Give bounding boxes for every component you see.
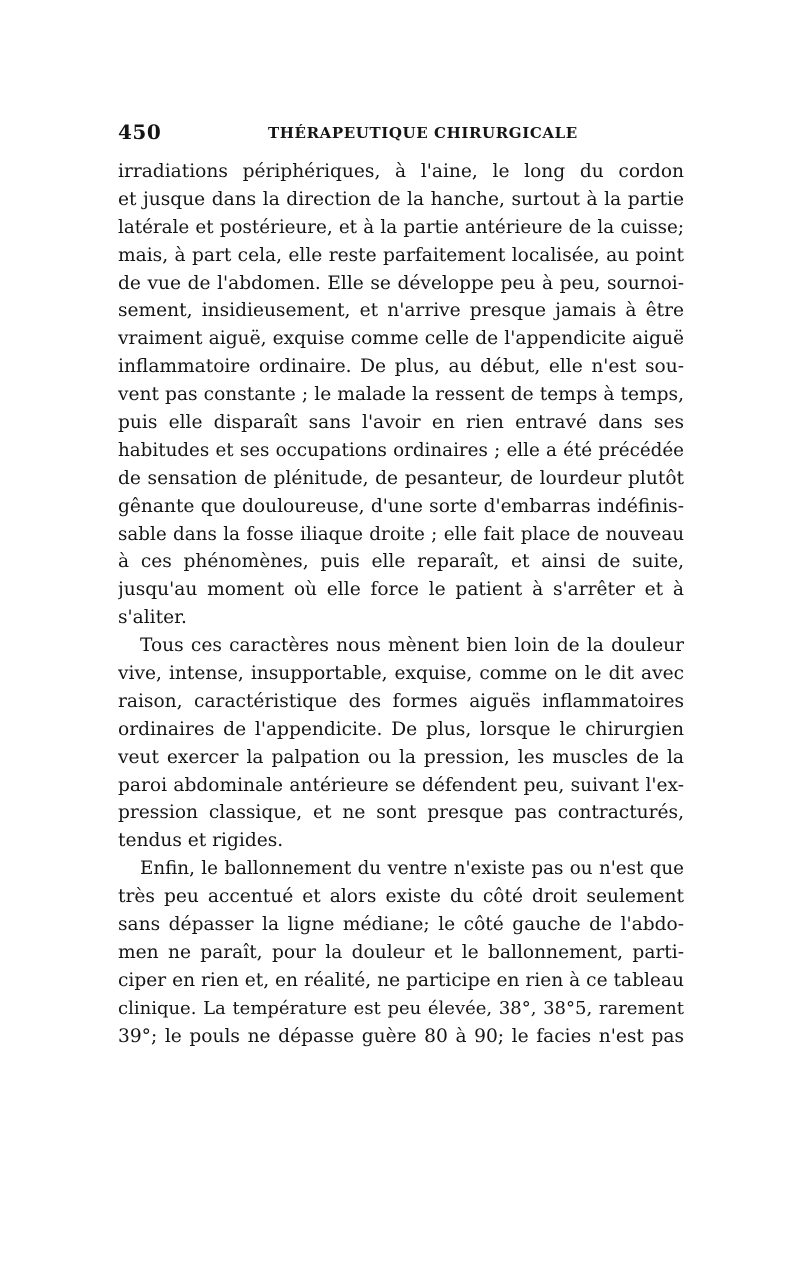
text-line: mais, à part cela, elle reste parfaitement localisée, au point [118,244,684,266]
text-line: 39°; le pouls ne dépasse guère 80 à 90; le facies n'est pas [118,1025,684,1047]
text-line: sement, insidieusement, et n'arrive presque jamais à être [118,300,684,322]
text-line: latérale et postérieure, et à la partie antérieure de la cuisse; [118,216,684,238]
text-line: sans dépasser la ligne médiane; le côté gauche de l'abdo- [118,914,684,936]
text-line: ordinaires de l'appendicite. De plus, lorsque le chirurgien [118,718,684,740]
text-line: men ne paraît, pour la douleur et le ballonnement, parti- [118,941,684,963]
page-number: 450 [118,120,162,144]
text-line: de vue de l'abdomen. Elle se développe peu à peu, sournoi- [118,272,684,294]
text-line: habitudes et ses occupations ordinaires ; elle a été précédée [118,439,684,461]
text-line: vraiment aiguë, exquise comme celle de l'appendicite aiguë [118,328,684,350]
text-line: s'aliter. [118,607,187,629]
text-line: ciper en rien et, en réalité, ne participe en rien à ce tableau [118,969,684,991]
text-line: veut exercer la palpation ou la pression, les muscles de la [118,746,684,768]
page-header [118,120,684,150]
text-line: à ces phénomènes, puis elle reparaît, et ainsi de suite, [118,551,684,573]
paragraph-1 [118,158,684,632]
text-line: paroi abdominale antérieure se défendent peu, suivant l'ex- [118,774,684,796]
text-line: gênante que douloureuse, d'une sorte d'embarras indéfinis- [118,495,684,517]
text-line: clinique. La température est peu élevée, 38°, 38°5, rarement [118,997,684,1019]
text-line: raison, caractéristique des formes aiguës inflammatoires [118,690,684,712]
text-line: puis elle disparaît sans l'avoir en rien entravé dans ses [118,412,684,434]
text-line: de sensation de plénitude, de pesanteur, de lourdeur plutôt [118,467,684,489]
text-line: tendus et rigides. [118,830,284,852]
text-line: inflammatoire ordinaire. De plus, au début, elle n'est sou- [118,356,684,378]
running-title: THÉRAPEUTIQUE CHIRURGICALE [268,124,578,142]
text-line: vent pas constante ; le malade la ressent de temps à temps, [118,384,684,406]
paragraph-3 [118,855,684,1050]
text-line: pression classique, et ne sont presque pas contracturés, [118,802,684,824]
text-line: Tous ces caractères nous mènent bien loin de la douleur [140,635,684,657]
body-text [118,158,684,1051]
text-line: Enfin, le ballonnement du ventre n'existe pas ou n'est que [140,858,684,880]
text-line: vive, intense, insupportable, exquise, comme on le dit avec [118,663,684,685]
text-line: très peu accentué et alors existe du côté droit seulement [118,886,684,908]
text-line: et jusque dans la direction de la hanche, surtout à la partie [118,188,684,210]
paragraph-2 [118,632,684,855]
text-line: sable dans la fosse iliaque droite ; elle fait place de nouveau [118,523,684,545]
text-line: jusqu'au moment où elle force le patient à s'arrêter et à [118,579,684,601]
text-line: irradiations périphériques, à l'aine, le long du cordon [118,161,684,182]
